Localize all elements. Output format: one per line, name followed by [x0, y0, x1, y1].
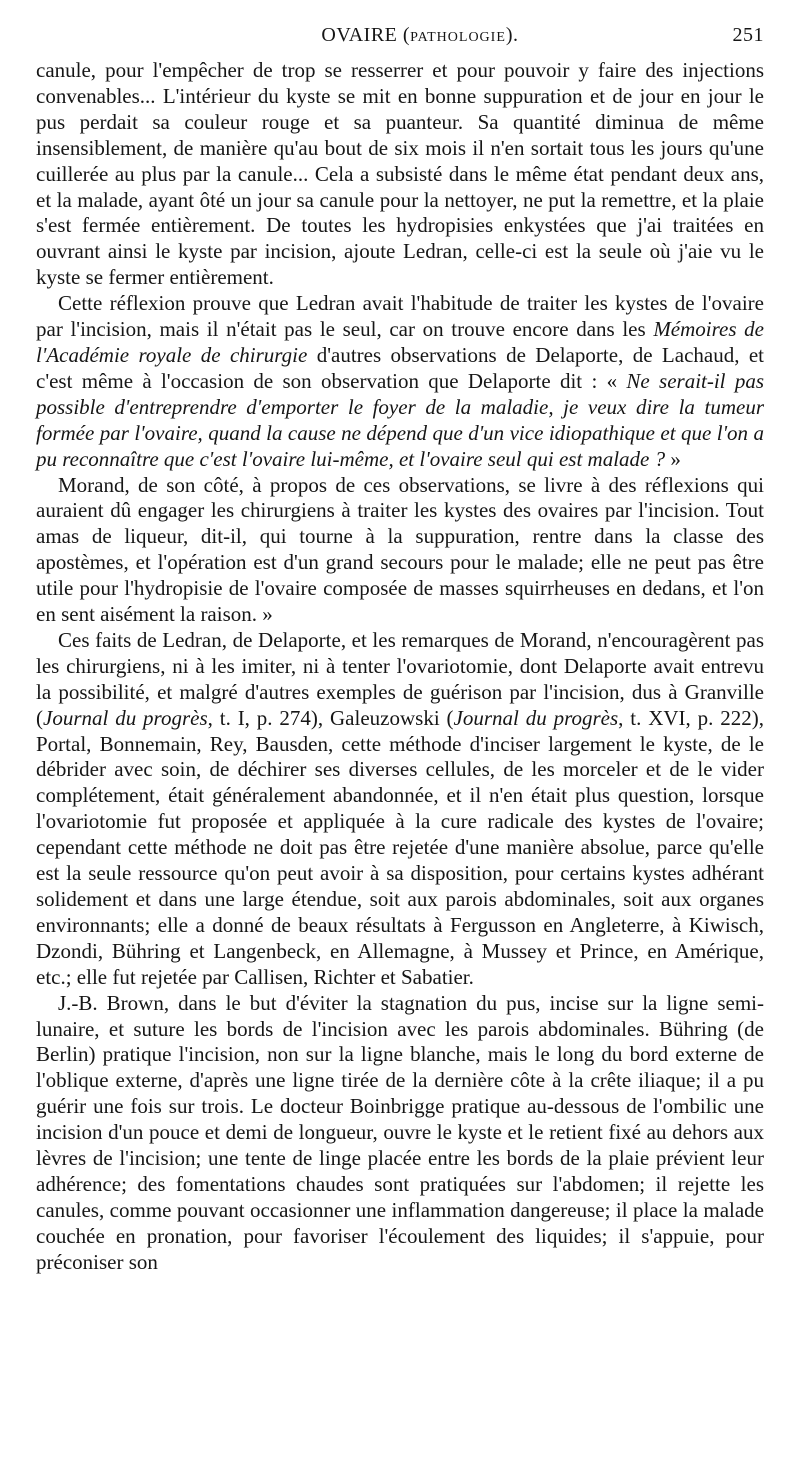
running-title-main: OVAIRE (	[321, 24, 411, 46]
running-title-end: ).	[505, 24, 519, 46]
document-page	[36, 24, 764, 1276]
paragraph-incision-method	[36, 628, 764, 991]
running-header	[36, 24, 764, 58]
citation-title: Journal du progrès	[43, 705, 208, 730]
running-title-subject: PATHOLOGIE	[410, 30, 506, 45]
paragraph-text: d'autres observations de Delaporte, de Lachaud, et c'est même à l'occasion de son observation que Delaporte dit : «	[36, 342, 764, 393]
page-number: 251	[732, 24, 764, 46]
paragraph-text: »	[665, 446, 681, 471]
paragraph-text: Cette réflexion prouve que Ledran avait l'habitude de traiter les kystes de l'ovaire par l'incision, mais il n'était pas le seul, car on trouve encore dans les	[36, 291, 764, 342]
paragraph-continuation: canule, pour l'empêcher de trop se resserrer et pour pouvoir y faire des injections convenables... L'intérieur du kyste se mit en bonne suppuration et de jour en jour le pus perdait sa couleur rouge et sa puanteur. Sa quantité diminua de même insensiblement, de manière qu'au bout de six mois il n'en sortait tous les jours qu'une cuillerée au plus par la canule... Cela a subsisté dans le même état pendant deux ans, et la malade, ayant ôté un jour sa canule pour la nettoyer, ne put la remettre, et la plaie s'est fermée entièrement. De toutes les hydropisies enkystées que j'ai traitées en ouvrant ainsi le kyste par incision, ajoute Ledran, celle-ci est la seule où j'aie vu le kyste se fermer entièrement.	[36, 58, 764, 290]
citation-title: Mémoires de l'Académie royale de chirurgie	[36, 317, 764, 367]
paragraph-ledran-reflection	[36, 291, 764, 472]
paragraph-morand: Morand, de son côté, à propos de ces observations, se livre à des réflexions qui auraient dû engager les chirurgiens à traiter les kystes des ovaires par l'incision. Tout amas de liqueur, dit-il, qui tourne à la suppuration, rentre dans la classe des apostèmes, et l'opération est d'un grand secours pour le malade; elle ne peut pas être utile pour l'hydropisie de l'ovaire composée de masses squirrheuses en dedans, et l'on en sent aisément la raison. »	[36, 472, 764, 627]
paragraph-text: , t. I, p. 274), Galeuzowski (	[207, 705, 454, 730]
delaporte-quote: Ne serait-il pas possible d'entreprendre d'emporter le foyer de la maladie, je veux dire la tumeur formée par l'ovaire, quand la cause ne dépend que d'un vice idiopathique et que l'on a pu reconnaître que c'est l'ovaire lui-même, et l'ovaire seul qui est malade ?	[36, 368, 764, 471]
paragraph-brown: J.-B. Brown, dans le but d'éviter la stagnation du pus, incise sur la ligne semi-lunaire, et suture les bords de l'incision avec les parois abdominales. Bühring (de Berlin) pratique l'incision, non sur la ligne blanche, mais le long du bord externe de l'oblique externe, d'après une ligne tirée de la dernière côte à la crête iliaque; il a pu guérir une fois sur trois. Le docteur Boinbrigge pratique au-dessous de l'ombilic une incision d'un pouce et demi de longueur, ouvre le kyste et le retient fixé au dehors aux lèvres de l'incision; une tente de linge placée entre les bords de la plaie prévient leur adhérence; des fomentations chaudes sont pratiquées sur l'abdomen; il rejette les canules, comme pouvant occasionner une inflammation dangereuse; il place la malade couchée en pronation, pour favoriser l'écoulement des liquides; il s'appuie, pour préconiser son	[36, 990, 764, 1274]
citation-title: Journal du progrès	[453, 705, 619, 730]
running-title	[281, 24, 518, 47]
body-text	[36, 58, 764, 1276]
paragraph-text: , t. XVI, p. 222), Portal, Bonnemain, Rey, Bausden, cette méthode d'inciser largement le kyste, de le débrider avec soin, de déchirer ses diverses cellules, de les morceler et de le vider complétement, était généralement abandonnée, et il n'en était plus question, lorsque l'ovariotomie fut proposée et appliquée à la cure radicale des kystes de l'ovaire; cependant cette méthode ne doit pas être rejetée d'une manière absolue, parce qu'elle est la seule ressource qu'on peut avoir à sa disposition, pour certains kystes adhérant solidement et dans une large étendue, soit aux parois abdominales, soit aux organes environnants; elle a donné de beaux résultats à Fergusson en Angleterre, à Kiwisch, Dzondi, Bühring et Langenbeck, en Allemagne, à Mussey et Prince, en Amérique, etc.; elle fut rejetée par Callisen, Richter et Sabatier.	[36, 705, 765, 989]
paragraph-text: Ces faits de Ledran, de Delaporte, et les remarques de Morand, n'encouragèrent pas les chirurgiens, ni à les imiter, ni à tenter l'ovariotomie, dont Delaporte avait entrevu la possibilité, et malgré d'autres exemples de guérison par l'incision, dus à Granville (	[36, 627, 764, 730]
